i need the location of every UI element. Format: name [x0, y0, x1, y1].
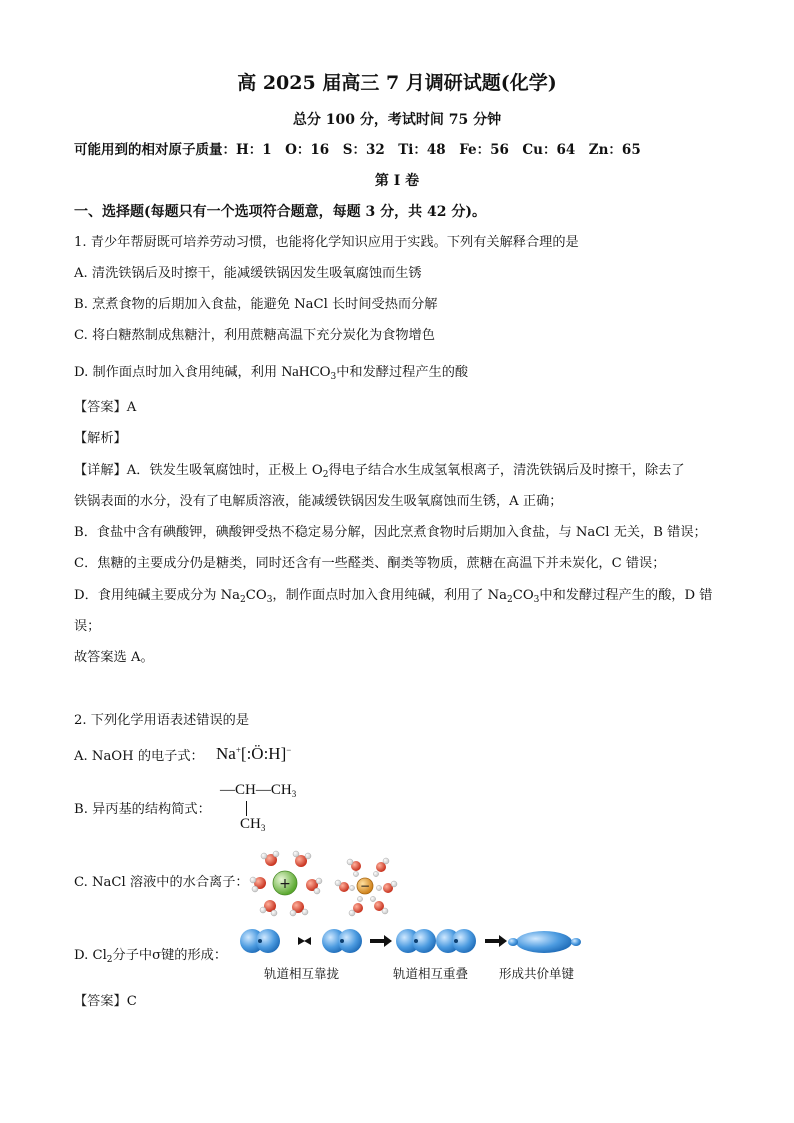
- caption-single-bond: 形成共价单键: [499, 966, 575, 981]
- q1-option-c: C. 将白糖熬制成焦糖汁，利用蔗糖高温下充分炭化为食物增色: [74, 328, 435, 343]
- water-molecule: [335, 880, 355, 892]
- orbitals-approaching: [240, 929, 280, 953]
- arrow-right-icon: [485, 935, 507, 947]
- isopropyl-structure-top: [220, 782, 296, 799]
- hydrated-ions-diagram: [246, 848, 406, 918]
- answer-value: C: [126, 994, 137, 1009]
- arrow-right-icon: [370, 935, 392, 947]
- subscript: 2: [106, 955, 113, 965]
- arrow-right-icon: [288, 937, 305, 945]
- q2-option-a: [74, 748, 204, 766]
- water-molecule: [260, 900, 277, 916]
- detail-text: CO: [512, 588, 534, 603]
- bond-orbital: [516, 931, 572, 953]
- subscript: 2: [322, 470, 329, 480]
- atomic-masses: 可能用到的相对原子质量：H：1 O：16 S：32 Ti：48 Fe：56 Cu：64 Zn：65: [74, 142, 641, 158]
- q1-detail-line-6: 误；: [74, 619, 101, 634]
- methyl-text: CH: [240, 816, 261, 832]
- section-heading: 一、选择题(每题只有一个选项符合题意，每题 3 分，共 42 分)。: [74, 204, 486, 220]
- water-molecule: [370, 896, 388, 914]
- isopropyl-structure-bottom: [240, 816, 265, 833]
- subscript: 3: [291, 789, 297, 799]
- answer-label: 【答案】: [74, 400, 127, 415]
- subscript: 3: [260, 823, 266, 833]
- detail-text: 中和发酵过程产生的酸，D 错: [539, 588, 713, 603]
- q1-detail-line-1: [74, 462, 685, 484]
- q2-answer: [74, 993, 137, 1011]
- subscript: 3: [266, 595, 273, 605]
- detail-text: D．食用纯碱主要成分为 Na: [74, 588, 241, 603]
- subscript: 3: [533, 595, 540, 605]
- na-symbol: Na: [216, 744, 236, 763]
- water-molecule: [306, 878, 322, 894]
- subscript: 2: [507, 595, 513, 605]
- q1-stem: 1. 青少年帮厨既可培养劳动习惯，也能将化学知识应用于实践。下列有关解释合理的是: [74, 235, 579, 250]
- q2-option-d-label: [74, 947, 227, 969]
- water-molecule: [250, 877, 266, 892]
- d-label-text: 分子中σ键的形成：: [112, 948, 228, 963]
- orbitals-approaching: [322, 929, 362, 953]
- water-molecule: [347, 859, 361, 877]
- q1-detail-line-5: [74, 587, 712, 609]
- q2-option-a-label: A. NaOH 的电子式：: [74, 749, 204, 764]
- q1-answer: [74, 399, 136, 417]
- caption-overlapping: 轨道相互重叠: [393, 966, 469, 981]
- orbitals-overlapping: [396, 929, 476, 953]
- nahco3-formula: NaHCO: [281, 364, 331, 380]
- exam-subtitle: 总分 100 分，考试时间 75 分钟: [292, 112, 502, 128]
- volume-heading: 第 I 卷: [374, 173, 420, 189]
- exam-title: 高 2025 届高三 7 月调研试题(化学): [237, 72, 557, 94]
- minus-charge: −: [286, 745, 292, 755]
- chain-text: —CH—CH: [220, 782, 292, 798]
- detail-text: 得电子结合水生成氢氧根离子，清洗铁锅后及时擦干，除去了: [328, 463, 685, 478]
- subscript: 2: [240, 595, 246, 605]
- q1-conclusion: 故答案选 A。: [74, 650, 154, 665]
- q1-detail-line-2: 铁锅表面的水分，没有了电解质溶液，能减缓铁锅因发生吸氧腐蚀而生锈，A 正确；: [74, 494, 563, 509]
- q1-detail-line-4: C．焦糖的主要成分仍是糖类，同时还含有一些醛类、酮类等物质，蔗糖在高温下并未炭化，C 错误；: [74, 556, 666, 571]
- nahco3-subscript: 3: [330, 372, 337, 382]
- water-molecule: [376, 881, 397, 893]
- water-molecule: [261, 851, 279, 866]
- sigma-bond-orbital: [508, 931, 581, 953]
- q2-stem: 2. 下列化学用语表述错误的是: [74, 713, 250, 728]
- water-molecule: [293, 851, 311, 867]
- caption-approaching: 轨道相互靠拢: [264, 966, 340, 981]
- q2-option-c-label: C. NaCl 溶液中的水合离子：: [74, 875, 249, 890]
- naoh-electron-formula: [216, 744, 291, 764]
- d-label-text: D. Cl: [74, 948, 107, 963]
- chloride-hydrated-ion: [335, 858, 397, 916]
- bond-line: [246, 801, 247, 816]
- detail-text: ，制作面点时加入食用纯碱，利用了 Na: [272, 588, 508, 603]
- water-molecule: [373, 858, 389, 877]
- q1-analysis-label: 【解析】: [74, 431, 127, 446]
- q1-option-b: B. 烹煮食物的后期加入食盐，能避免 NaCl 长时间受热而分解: [74, 297, 438, 312]
- plus-sign: +: [279, 876, 291, 892]
- minus-sign: −: [359, 879, 371, 893]
- q1-option-d-suffix: 中和发酵过程产生的酸: [336, 365, 469, 380]
- q2-option-b-label: B. 异丙基的结构简式：: [74, 802, 211, 817]
- q1-detail-line-3: B．食盐中含有碘酸钾，碘酸钾受热不稳定易分解，因此烹煮食物时后期加入食盐，与 NaCl 无关，B 错误；: [74, 525, 707, 540]
- answer-value: A: [126, 400, 137, 415]
- orbital-tail: [508, 938, 518, 946]
- detail-text: CO: [245, 588, 267, 603]
- water-molecule: [290, 901, 308, 916]
- plus-charge: +: [235, 745, 241, 755]
- sigma-bond-diagram: [238, 926, 588, 960]
- hydroxide-electron-dot: [:Ö:H]: [240, 744, 287, 763]
- detail-text: 【详解】A．铁发生吸氧腐蚀时，正极上 O: [74, 463, 323, 478]
- orbital-tail: [571, 938, 581, 946]
- arrow-left-icon: [304, 937, 321, 945]
- q1-option-d: [74, 363, 468, 386]
- sodium-hydrated-ion: [250, 851, 322, 916]
- q1-option-d-text: D. 制作面点时加入食用纯碱，利用: [74, 365, 282, 380]
- q1-option-a: A. 清洗铁锅后及时擦干，能减缓铁锅因发生吸氧腐蚀而生锈: [74, 266, 422, 281]
- answer-label: 【答案】: [74, 994, 127, 1009]
- water-molecule: [349, 896, 363, 916]
